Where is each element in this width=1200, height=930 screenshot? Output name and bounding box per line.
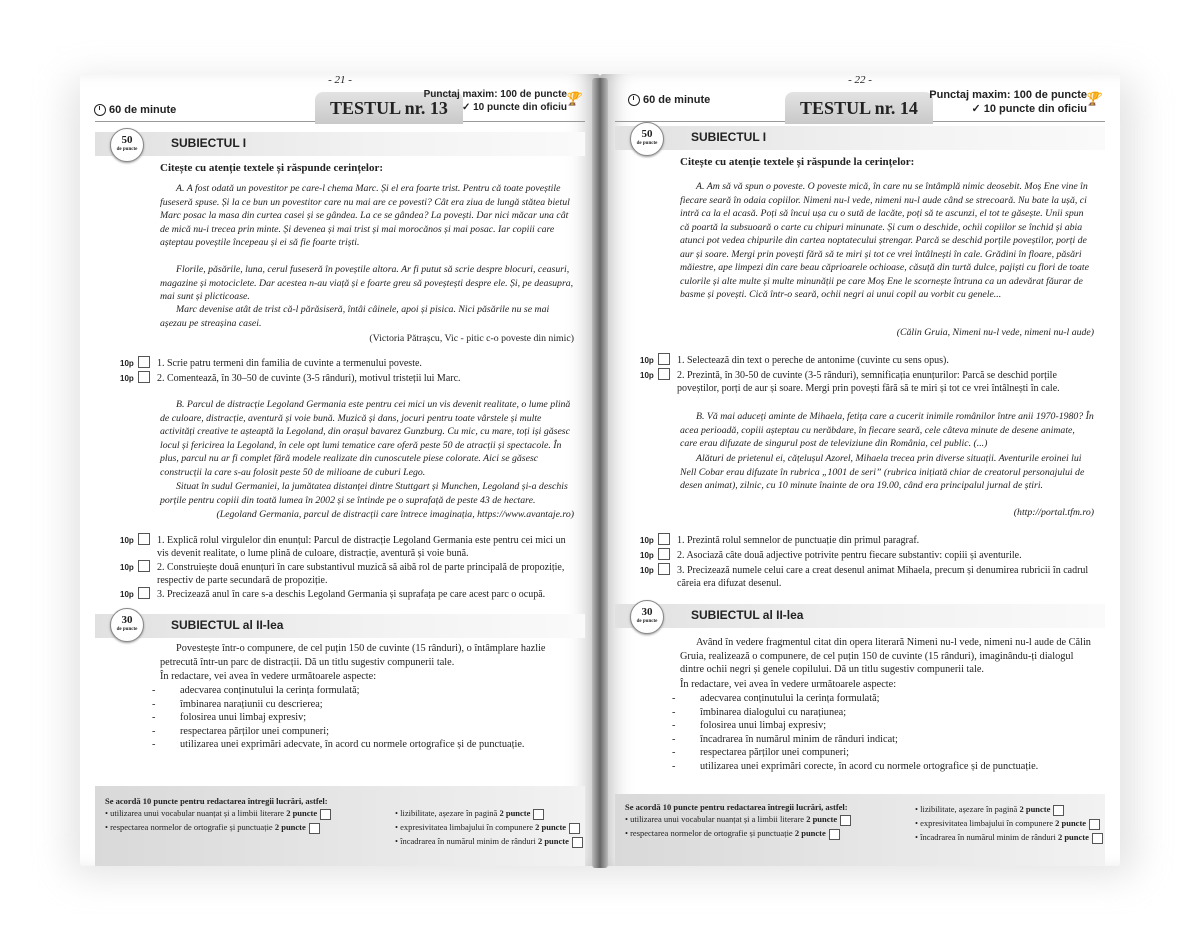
question-points: 10p [120,590,134,599]
question-points: 10p [640,356,654,365]
question-a1 [120,357,574,370]
test-title: TESTUL nr. 14 [785,92,933,124]
trophy-icon: 🏆 [1084,91,1101,106]
section-title: SUBIECTUL I [691,130,767,144]
essay-intro: În redactare, vei avea în vedere următoarele aspecte: [160,671,377,682]
criteria-item: - utilizarea unei exprimări corecte, în acord cu normele ortografice și de punctuație. [700,760,1038,774]
score-box[interactable] [533,809,544,820]
score-box[interactable] [569,823,580,834]
score-info [423,88,581,114]
score-box[interactable] [320,809,331,820]
score-box[interactable] [840,815,851,826]
footer-item [395,836,583,848]
text-b: B. Vă mai aduceți aminte de Mihaela, fetița care a cucerit inimile românilor între anii 1970-1980? În acea perioadă, copiii așteptau cu nerăbdare, în fiecare seară, cele câteva minute de desene animate, care erau difuzate de singurul post de televiziune din România, cel public. (...) [680,411,1094,449]
essay-criteria [180,684,525,752]
footer-item-text: • lizibilitate, așezare în pagină [915,804,1018,814]
footer-item-text: • utilizarea unui vocabular nuanțat și a limbii literare [625,814,805,824]
footer-item [915,832,1103,844]
footer-item-points: 2 puncte [535,822,567,832]
answer-box[interactable] [138,560,150,572]
left-page [80,74,600,866]
question-a2 [640,369,1094,395]
right-page [600,74,1120,866]
question-text: 2. Asociază câte două adjective potrivite pentru fiecare substantiv: copiii și aventurile. [677,550,1022,561]
footer-item-text: • respectarea normelor de ortografie și punctuație [625,828,793,838]
text-b-paragraph-2: Alături de prietenul ei, cățelușul Azorel, Mihaela trecea prin diverse situații. Aventurile eroinei lui Nell Cobar erau difuzate în rubrica „1001 de seri” (rubrica inițiată chiar de creatorul personajului de desen animat), zilnic, cu 10 minute înainte de ora 19.00, când era principalul jurnal de știri. [680,453,1085,491]
section-title: SUBIECTUL I [171,136,247,150]
answer-box[interactable] [138,533,150,545]
essay-task: Povestește într-o compunere, de cel puțin 150 de cuvinte (15 rânduri), o întâmplare hazlie petrecută într-un parc de distracții. Dă un titlu sugestiv compunerii tale. [160,643,546,668]
question-points: 10p [120,536,134,545]
question-text: 2. Comentează, în 30–50 de cuvinte (3-5 rânduri), motivul tristeții lui Marc. [157,373,461,384]
source-b: (Legoland Germania, parcul de distracții care întrece imaginația, https://www.avantaje.ro) [216,509,574,520]
question-points: 10p [120,359,134,368]
footer-item-text: • încadrarea în numărul minim de rânduri [395,836,536,846]
criteria-item: - utilizarea unei exprimări adecvate, în acord cu normele ortografice și de punctuație. [180,738,525,752]
footer-item-text: • respectarea normelor de ortografie și punctuație [105,822,273,832]
section-title: SUBIECTUL al II-lea [691,608,804,622]
trophy-icon: 🏆 [564,91,581,106]
question-b3 [120,588,574,601]
essay-task: Având în vedere fragmentul citat din opera literară Nimeni nu-l vede, nimeni nu-l aude de Călin Gruia, realizează o compunere, de cel puțin 150 de cuvinte (15 rânduri), imaginându-ți dialogul dintre ochii negri și genele copilului. Dă un titlu sugestiv compunerii tale. [680,637,1091,675]
question-points: 10p [640,566,654,575]
footer-item [105,822,320,834]
footer-title: Se acordă 10 puncte pentru redactarea întregii lucrări, astfel: [105,796,328,806]
answer-box[interactable] [138,371,150,383]
question-text: 1. Explică rolul virgulelor din enunțul: Parcul de distracție Legoland Germania este pentru cei mici un vis devenit realitate, o lume plină de culoare, distracție, aventură și voie bună. [157,535,566,559]
footer-item [625,814,851,826]
clock-icon [628,94,640,106]
footer-item-points: 2 puncte [537,836,569,846]
timer [94,104,176,116]
grading-footer [95,786,585,866]
criteria-item: - folosirea unui limbaj expresiv; [700,719,1038,733]
source-a: (Călin Gruia, Nimeni nu-l vede, nimeni nu-l aude) [896,327,1094,338]
footer-item-points: 2 puncte [806,814,838,824]
text-a-paragraph-3: Marc devenise atât de trist că-l părăsiseră, întâi câinele, apoi și pisica. Nici păsările nu se mai așezau pe streașina casei. [160,304,550,329]
clock-icon [94,104,106,116]
timer-label: 60 de minute [109,104,177,116]
footer-item [915,804,1064,816]
footer-item-text: • expresivitatea limbajului în compunere [395,822,533,832]
page-number: - 22 - [848,74,872,86]
footer-item [625,828,840,840]
points-value: 50 [121,134,133,146]
footer-item-points: 2 puncte [499,808,531,818]
instruction: Citește cu atenție textele și răspunde la cerințelor: [680,156,915,168]
book-spine [592,78,608,868]
text-b: B. Parcul de distracție Legoland Germania este pentru cei mici un vis devenit realitate, o lume plină de culoare, distracție, aventură și voie bună. Muzică și dans, jocuri pentru toate vârstele și multe activități creative te așteaptă la Legoland, din orașul bavarez Gunzburg. Cu mic, cu mare, toți iși găsesc locul și fericirea la Legoland, în cele opt lumi tematice care oferă peste 50 de atracții și spectacole. În plus, parcul nu ar fi complet fără modele realizate din cunoscutele piese colorate. Aici se găsesc construcții la care s-au folosit peste 50 de milioane de cuburi Lego. [160,399,571,478]
question-b2 [120,561,574,587]
score-box[interactable] [572,837,583,848]
score-box[interactable] [1053,805,1064,816]
criteria-item: - adecvarea conținutului la cerința formulată; [700,692,1038,706]
footer-item-points: 2 puncte [1057,832,1089,842]
points-value: 30 [641,606,653,618]
points-badge: 30 de puncte [110,608,144,642]
score-box[interactable] [1089,819,1100,830]
score-info [929,88,1101,116]
answer-box[interactable] [658,533,670,545]
question-text: 2. Prezintă, în 30-50 de cuvinte (3-5 rânduri), semnificația enunțurilor: Parcă se deschid porțile poveștilor, porți de aur și soare. Mergi prin povești fără să te miri și tot ce vrei întâlnești în cale. [677,370,1060,394]
question-b1 [120,534,574,560]
timer [628,94,710,106]
criteria-item: - folosirea unui limbaj expresiv; [180,711,525,725]
criteria-item: - adecvarea conținutului la cerința formulată; [180,684,525,698]
question-points: 10p [120,563,134,572]
footer-item-points: 2 puncte [794,828,826,838]
question-points: 10p [640,536,654,545]
office-score: ✓ 10 puncte din oficiu [971,103,1087,115]
points-badge: 50 de puncte [630,122,664,156]
instruction: Citește cu atenție textele și răspunde cerințelor: [160,162,383,174]
office-score: ✓ 10 puncte din oficiu [461,102,567,113]
footer-item [395,808,544,820]
answer-box[interactable] [138,587,150,599]
footer-item [915,818,1100,830]
question-text: 1. Scrie patru termeni din familia de cuvinte a termenului poveste. [157,358,422,369]
footer-item-text: • utilizarea unui vocabular nuanțat și a limbii literare [105,808,285,818]
grading-footer [615,794,1105,866]
question-text: 1. Selectează din text o pereche de antonime (cuvinte cu sens opus). [677,355,949,366]
question-text: 3. Precizează numele celui care a creat desenul animat Mihaela, precum și denumirea rubricii în cadrul căreia era difuzat desenul. [677,565,1089,589]
answer-box[interactable] [658,368,670,380]
question-a1 [640,354,1094,367]
text-a: A. Am să vă spun o poveste. O poveste mică, în care nu se întâmplă nimic deosebit. Moș Ene vine în fiecare seară în odaia copiilor. Nimeni nu-l vede, nimeni nu-l aude când se strecoară. Nu bate la ușă, ci intră ca la el acasă. Poți să încui ușa cu o sută de lacăte, poți să te ascunzi, el tot te găsește. Unii spun că poartă la subsuoară o carte cu chipuri minunate. Și cum o deschide, ochii copiilor se închid și abia atunci pot vedea chipurile din cartea noptatecului ștrengar. Parcă se deschid porțile poveștilor, porți de aur și soare. Mergi prin povești fără să te miri și tot ce vrei întâlnești în cale. Grădini în floare, păsări măiestre, ape limpezi din care beau căprioarele ochioase, căsuță din turtă dulce, pajiști cu flori de toate culorile și alte multe și multe minunății pe care Moș Ene le scornește întruna ca un adevărat făurar de basme și povești. Cică într-o seară, ochii negri ai unui copil au vorbit cu genele... [680,181,1089,300]
footer-item-text: • expresivitatea limbajului în compunere [915,818,1053,828]
section-title: SUBIECTUL al II-lea [171,618,284,632]
answer-box[interactable] [658,353,670,365]
section-subject-1 [95,132,585,156]
score-box[interactable] [1092,833,1103,844]
section-subject-1 [615,126,1105,150]
question-points: 10p [640,551,654,560]
score-box[interactable] [309,823,320,834]
text-b-paragraph-2: Situat în sudul Germaniei, la jumătatea distanței dintre Stuttgart și Munchen, Legoland și-a deschis porțile pentru copiii din toată lumea în 2002 și se întinde pe o suprafață de peste 43 de hectare. [160,481,568,506]
question-b3 [640,564,1094,590]
criteria-item: - respectarea părților unei compuneri; [180,725,525,739]
footer-item-points: 2 puncte [1019,804,1051,814]
footer-item-points: 2 puncte [274,822,306,832]
question-b1 [640,534,1094,547]
answer-box[interactable] [658,563,670,575]
answer-box[interactable] [138,356,150,368]
timer-label: 60 de minute [643,94,711,106]
footer-item-points: 2 puncte [286,808,318,818]
question-text: 3. Precizează anul în care s-a deschis Legoland Germania și suprafața pe care acest parc o ocupă. [157,589,546,600]
criteria-item: - îmbinarea dialogului cu narațiunea; [700,706,1038,720]
section-subject-2 [95,614,585,638]
question-points: 10p [640,371,654,380]
points-badge: 30 de puncte [630,600,664,634]
points-value: 30 [121,614,133,626]
points-value: 50 [641,128,653,140]
question-points: 10p [120,374,134,383]
criteria-item: - încadrarea în numărul minim de rânduri indicat; [700,733,1038,747]
footer-item-text: • lizibilitate, așezare în pagină [395,808,498,818]
footer-item-text: • încadrarea în numărul minim de rânduri [915,832,1056,842]
answer-box[interactable] [658,548,670,560]
source-a: (Victoria Pătrașcu, Vic - pitic c-o poveste din nimic) [369,333,574,344]
footer-item [395,822,580,834]
question-text: 1. Prezintă rolul semnelor de punctuație din primul paragraf. [677,535,920,546]
max-score: Punctaj maxim: 100 de puncte [929,89,1087,101]
question-text: 2. Construiește două enunțuri în care substantivul muzică să aibă rol de parte principală de propoziție, respectiv de parte secundară de propoziție. [157,562,565,586]
source-b: (http://portal.tfm.ro) [1013,507,1094,518]
text-a-paragraph-2: Florile, păsările, luna, cerul fuseseră în poveștile altora. Ar fi putut să scrie despre blocuri, ceasuri, magazine și motociclete. Dar acestea n-au viață și e foarte greu să poveștești despre ele. Și, pe deasupra, mai sunt și plicticoase. [160,264,574,302]
points-badge: 50 de puncte [110,128,144,162]
footer-item [105,808,331,820]
footer-item-points: 2 puncte [1055,818,1087,828]
test-title: TESTUL nr. 13 [315,92,463,124]
question-b2 [640,549,1094,562]
page-number: - 21 - [328,74,352,86]
question-a2 [120,372,574,385]
max-score: Punctaj maxim: 100 de puncte [423,89,567,100]
section-subject-2 [615,604,1105,628]
footer-title: Se acordă 10 puncte pentru redactarea întregii lucrări, astfel: [625,802,848,812]
score-box[interactable] [829,829,840,840]
criteria-item: - respectarea părților unei compuneri; [700,746,1038,760]
essay-intro: În redactare, vei avea în vedere următoarele aspecte: [680,679,897,690]
criteria-item: - îmbinarea narațiunii cu descrierea; [180,698,525,712]
text-a: A. A fost odată un povestitor pe care-l chema Marc. Și el era foarte trist. Pentru că toate poveștile fuseseră spuse. Și la ce bun un povestitor care nu mai are ce povesti? Cât era ziua de lungă stătea bietul Marc posac la masa din curtea casei și se gândea. La ce se gândea? La povești. Dar nici măcar una cât de mică nu-i trecea prin minte. Și devenea și mai trist și mai morocănos și mai posac. Iar copiii care așteptau poveștile începeau și ei să fie foarte triști. [160,183,570,248]
essay-criteria [700,692,1038,774]
